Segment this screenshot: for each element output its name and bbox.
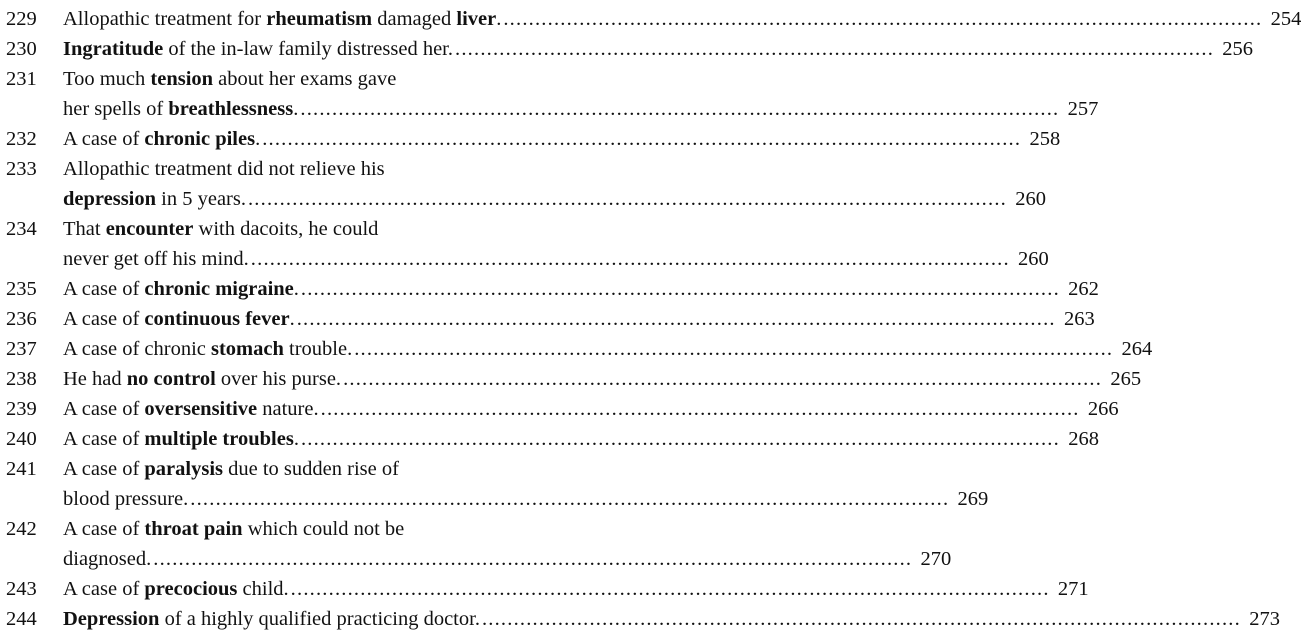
toc-entry-line	[6, 514, 594, 544]
emphasized-term: breathlessness	[168, 98, 294, 120]
emphasized-term: liver	[456, 8, 497, 30]
title-text: of a highly qualified practicing doctor.	[159, 608, 480, 630]
emphasized-term: multiple troubles	[144, 428, 294, 450]
dot-leader: ........................................................................................................................	[503, 8, 1263, 30]
dot-leader: ........................................................................................................................	[481, 608, 1241, 630]
toc-entry	[6, 424, 1099, 454]
toc-entry-line	[6, 364, 1142, 394]
toc-entry	[6, 454, 989, 514]
toc-entry-line	[6, 154, 594, 184]
dot-leader: ........................................................................................................................	[343, 368, 1103, 390]
emphasized-term: Ingratitude	[63, 38, 164, 60]
page-number: 256	[1222, 38, 1254, 60]
emphasized-term: paralysis	[144, 458, 224, 480]
title-text: her spells of	[63, 98, 169, 120]
title-text: .	[255, 128, 261, 150]
title-text: never get off his mind.	[63, 248, 249, 270]
page-number: 270	[920, 548, 952, 570]
entry-title	[63, 334, 1153, 364]
page-number: 260	[1015, 188, 1046, 210]
title-text: That	[63, 218, 106, 240]
title-text: A case of	[63, 428, 145, 450]
toc-entry-line	[6, 604, 1280, 634]
page-number: 254	[1270, 8, 1301, 30]
toc-entry-line	[6, 424, 1099, 454]
emphasized-term: precocious	[144, 578, 238, 600]
dot-leader: ........................................................................................................................	[320, 398, 1080, 420]
entry-title	[63, 604, 1280, 634]
entry-title	[63, 304, 1095, 334]
toc-entry-line	[6, 574, 1089, 604]
title-text: Allopathic treatment did not relieve his	[63, 158, 385, 180]
dot-leader: ........................................................................................................................	[250, 248, 1010, 270]
entry-title	[63, 484, 989, 514]
entry-title	[63, 394, 1119, 424]
page-number: 258	[1029, 128, 1061, 150]
toc-entry-line	[6, 4, 1301, 34]
entry-number: 233	[6, 158, 37, 180]
entry-number: 243	[6, 578, 37, 600]
title-text: in 5 years.	[156, 188, 246, 210]
title-text: .	[293, 98, 299, 120]
toc-entry	[6, 124, 1061, 154]
emphasized-term: stomach	[211, 338, 284, 360]
title-text: nature.	[257, 398, 319, 420]
title-text: of the in-law family distressed her.	[163, 38, 454, 60]
toc-entry	[6, 334, 1153, 364]
title-text: .	[496, 8, 502, 30]
page-number: 260	[1018, 248, 1049, 270]
title-text: diagnosed.	[63, 548, 152, 570]
title-text: A case of	[63, 128, 145, 150]
entry-title	[63, 574, 1089, 604]
entry-title	[63, 514, 404, 544]
title-text: Allopathic treatment for	[63, 8, 267, 30]
dot-leader: ........................................................................................................................	[300, 98, 1060, 120]
title-text: with dacoits, he could	[193, 218, 379, 240]
emphasized-term: continuous fever	[144, 308, 290, 330]
entry-number: 236	[6, 308, 37, 330]
emphasized-term: Depression	[63, 608, 160, 630]
dot-leader: ........................................................................................................................	[354, 338, 1114, 360]
emphasized-term: chronic migraine	[144, 278, 294, 300]
entry-title	[63, 364, 1142, 394]
toc-entry	[6, 574, 1089, 604]
title-text: .	[293, 278, 299, 300]
title-text: over his purse.	[215, 368, 342, 390]
toc-entry-line	[6, 454, 594, 484]
emphasized-term: encounter	[105, 218, 194, 240]
page-number: 257	[1067, 98, 1099, 120]
entry-title	[63, 544, 952, 574]
toc-entry	[6, 34, 1254, 64]
entry-title	[63, 274, 1099, 304]
dot-leader: ........................................................................................................................	[190, 488, 950, 510]
toc-entry	[6, 514, 952, 574]
page-number: 269	[957, 488, 989, 510]
emphasized-term: chronic piles	[144, 128, 256, 150]
title-text: A case of	[63, 398, 145, 420]
table-of-contents	[6, 4, 1301, 634]
emphasized-term: oversensitive	[144, 398, 258, 420]
entry-number: 239	[6, 398, 37, 420]
toc-entry	[6, 64, 1099, 124]
toc-entry	[6, 364, 1142, 394]
title-text: A case of	[63, 278, 145, 300]
title-text: A case of	[63, 308, 145, 330]
title-text: A case of	[63, 578, 145, 600]
title-text: damaged	[372, 8, 457, 30]
title-text: which could not be	[242, 518, 405, 540]
dot-leader: ........................................................................................................................	[290, 578, 1050, 600]
title-text: .	[293, 428, 299, 450]
entry-number: 241	[6, 458, 37, 480]
entry-number: 237	[6, 338, 37, 360]
page-number: 263	[1063, 308, 1095, 330]
entry-number: 240	[6, 428, 37, 450]
entry-number: 235	[6, 278, 37, 300]
dot-leader: ........................................................................................................................	[247, 188, 1007, 210]
dot-leader: ........................................................................................................................	[300, 428, 1060, 450]
page-number: 271	[1057, 578, 1089, 600]
entry-number: 230	[6, 38, 37, 60]
entry-title	[63, 64, 396, 94]
toc-entry	[6, 4, 1301, 34]
toc-entry	[6, 214, 1049, 274]
entry-title	[63, 244, 1049, 274]
page-number: 266	[1087, 398, 1119, 420]
toc-entry	[6, 304, 1095, 334]
title-text: A case of	[63, 518, 145, 540]
entry-title	[63, 94, 1099, 124]
entry-title	[63, 424, 1099, 454]
title-text: .	[289, 308, 295, 330]
title-text: A case of chronic	[63, 338, 211, 360]
title-text: trouble.	[283, 338, 353, 360]
page-number: 273	[1249, 608, 1280, 630]
toc-entry-line	[6, 484, 989, 514]
page-number: 262	[1068, 278, 1099, 300]
emphasized-term: tension	[150, 68, 214, 90]
toc-entry-line	[6, 34, 1254, 64]
page-number: 264	[1121, 338, 1153, 360]
dot-leader: ........................................................................................................................	[455, 38, 1215, 60]
toc-entry	[6, 154, 1046, 214]
entry-number: 244	[6, 608, 37, 630]
title-text: He had	[63, 368, 127, 390]
entry-title	[63, 124, 1061, 154]
dot-leader: ........................................................................................................................	[153, 548, 913, 570]
entry-number: 238	[6, 368, 37, 390]
entry-number: 234	[6, 218, 37, 240]
emphasized-term: depression	[63, 188, 157, 210]
toc-entry-line	[6, 334, 1153, 364]
entry-number: 242	[6, 518, 37, 540]
dot-leader: ........................................................................................................................	[262, 128, 1022, 150]
title-text: due to sudden rise of	[223, 458, 399, 480]
title-text: child.	[237, 578, 289, 600]
emphasized-term: throat pain	[144, 518, 243, 540]
title-text: blood pressure.	[63, 488, 189, 510]
entry-title	[63, 4, 1301, 34]
emphasized-term: no control	[126, 368, 216, 390]
entry-title	[63, 454, 399, 484]
toc-entry-line	[6, 274, 1099, 304]
page-number: 268	[1068, 428, 1099, 450]
toc-entry-line	[6, 124, 1061, 154]
emphasized-term: rheumatism	[266, 8, 373, 30]
toc-entry-line	[6, 184, 1046, 214]
entry-title	[63, 154, 385, 184]
title-text: Too much	[63, 68, 151, 90]
entry-number: 232	[6, 128, 37, 150]
entry-title	[63, 184, 1046, 214]
dot-leader: ........................................................................................................................	[300, 278, 1060, 300]
toc-entry-line	[6, 214, 594, 244]
entry-title	[63, 34, 1254, 64]
dot-leader: ........................................................................................................................	[296, 308, 1056, 330]
toc-entry	[6, 394, 1119, 424]
toc-entry-line	[6, 64, 594, 94]
toc-entry-line	[6, 244, 1049, 274]
entry-number: 229	[6, 8, 37, 30]
toc-entry	[6, 604, 1280, 634]
entry-number: 231	[6, 68, 37, 90]
title-text: about her exams gave	[213, 68, 397, 90]
toc-entry	[6, 274, 1099, 304]
entry-title	[63, 214, 378, 244]
title-text: A case of	[63, 458, 145, 480]
toc-entry-line	[6, 394, 1119, 424]
toc-entry-line	[6, 544, 952, 574]
toc-entry-line	[6, 94, 1099, 124]
page-number: 265	[1110, 368, 1142, 390]
toc-entry-line	[6, 304, 1095, 334]
